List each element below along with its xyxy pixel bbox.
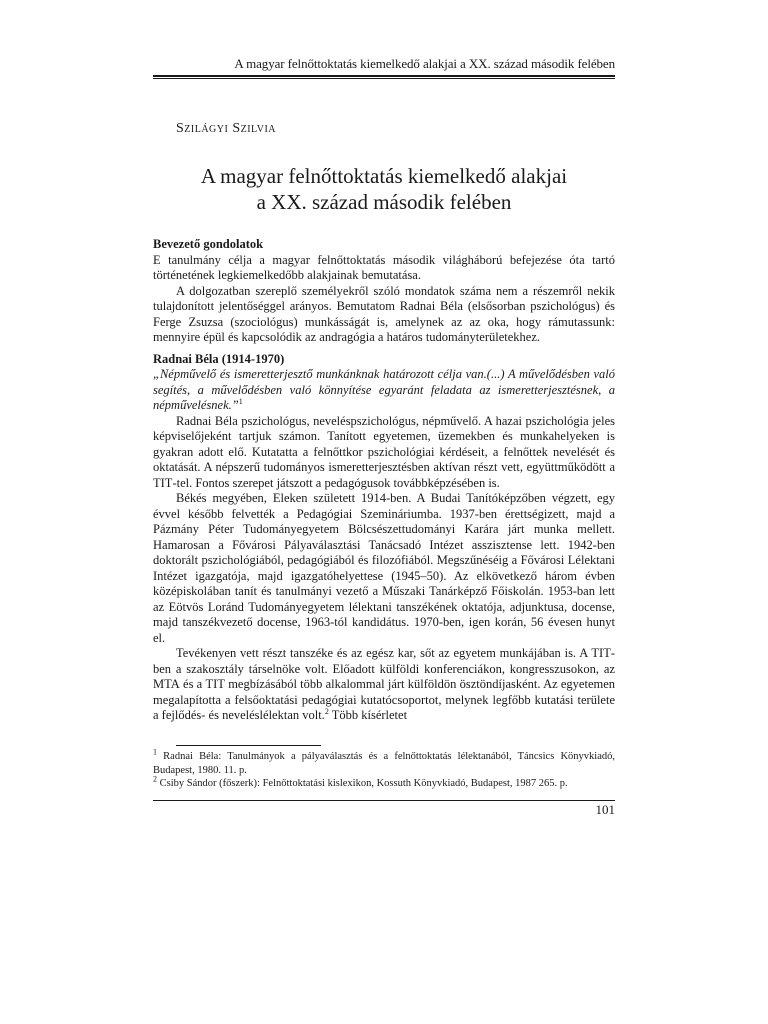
paragraph [153, 646, 615, 724]
article-body [153, 237, 615, 724]
running-header: A magyar felnőttoktatás kiemelkedő alakjai a XX. század második felében [234, 56, 615, 71]
paragraph [153, 414, 615, 492]
section-heading-intro: Bevezető gondolatok [153, 237, 264, 251]
header-rule-thin [153, 78, 615, 79]
article-title-line-2: a XX. század második felében [256, 190, 512, 214]
article-title [153, 163, 615, 215]
text-run: megbízásából több alkalommal járt külföldön ösztöndíjasként. Az egyetemen megalapította a felsőoktatási pedagógiai kutatócsoportot, melynek legfőbb kutatási területe a fejlődés- és neveléslélektan volt. [153, 677, 616, 722]
section-heading-radnai: Radnai Béla (1914-1970) [153, 351, 285, 366]
footnote-separator [176, 745, 321, 746]
epigraph-quote [153, 367, 615, 414]
footnote-text: Radnai Béla: Tanulmányok a pályaválasztás és a felnőttoktatás lélektanából, Táncsics Könyvkiadó, Budapest, 1980. 11. p. [153, 751, 616, 776]
footnote-number: 1 [153, 747, 157, 757]
page-number: 101 [595, 802, 615, 817]
text-run: -ben a szakosztály társelnöke volt. Előadott külföldi konferenciákon, kongresszusokon, az [153, 646, 616, 676]
article-title-line-1: A magyar felnőttoktatás kiemelkedő alakjai [200, 164, 568, 188]
paragraph: Békés megyében, Eleken született 1914-ben. A Budai Tanítóképzőben végzett, egy évvel később felvették a Pedagógiai Szemináriumba. 1937-ben érettségizett, majd a Pázmány Péter Tudományegyetem Bölcsészettudományi Karára járt munka mellett. Hamarosan a Fővárosi Pályaválasztási Tanácsadó Intézet asszisztense lett. 1942-ben doktorált pszichológiából, pedagógiából és filozófiából. Megszűnéséig a Fővárosi Lélektani Intézet igazgatója, majd igazgatóhelyettese (1945–50). Az elkövetkező három évben középiskolában tanít és tanulmányi vezető a Műszaki Tanárképző Főiskolán. 1953-ban lett az Eötvös Loránd Tudományegyetem lélektani tanszékének oktatója, adjunktusa, docense, majd tanszékvezető docense, 1963-tól kandidátus. 1970-ben, igen korán, 56 évesen hunyt el. [153, 491, 615, 645]
footnote [153, 774, 615, 791]
text-run: -tel. Fontos szerepet játszott a pedagógusok továbbképzésében is. [172, 475, 500, 490]
abbreviation: MTA [153, 677, 180, 691]
footnotes [153, 747, 616, 791]
author-name: Szilágyi Szilvia [176, 121, 277, 136]
paragraph: A dolgozatban szereplő személyekről szóló mondatok száma nem a részemről nekik tulajdonított jelentőséggel arányos. Bemutatom Radnai Béla (elsősorban pszichológus) és Ferge Zsuzsa (szociológus) munkásságát is, amelynek az az oka, hogy rámutassunk: mennyire épül és kapcsolódik az andragógia a határos tudományterületekhez. [153, 283, 615, 344]
footnote-number: 2 [153, 774, 157, 784]
footnote-ref[interactable]: 2 [324, 706, 329, 716]
footnote [153, 747, 616, 777]
text-run: és a [183, 677, 203, 691]
text-run: Tevékenyen vett részt tanszéke és az egész kar, sőt az egyetem munkájában is. A [176, 646, 588, 660]
abbreviation: TIT [153, 475, 173, 490]
quote-text: „Népművelő és ismeretterjesztő munkánknak határozott célja van.(...) A művelődésben való segítés, a művelődésben való könnyítése egyaránt feladata az ismeretterjesztésnek, a népművelésnek.” [153, 367, 615, 412]
abbreviation: TIT [591, 646, 611, 660]
text-run: Több kísérletet [331, 708, 408, 722]
text-run: Radnai Béla pszichológus, neveléspszichológus, népművelő. A hazai pszichológia jeles képviselőjeként tartjuk számon. Tanított egyetemen, üzemekben és munkahelyeken is gyakran adott elő. Kutatatta a felnőttkor pszichológiai kérdéseit, a felnőttek nevelését és oktatását. A népszerű tudományos ismeretterjesztésben aktívan részt vett, együttműködött a [153, 413, 615, 474]
footnote-text: Csiby Sándor (főszerk): Felnőttoktatási kislexikon, Kossuth Könyvkiadó, Budapest, 1987 265. p. [159, 778, 568, 789]
abbreviation: TIT [205, 677, 225, 691]
paragraph: E tanulmány célja a magyar felnőttoktatás második világháború befejezése óta tartó történetének legkiemelkedőbb alakjainak bemutatása. [153, 252, 615, 282]
footer-rule [153, 800, 615, 801]
header-rule [153, 75, 615, 77]
footnote-ref[interactable]: 1 [238, 396, 243, 406]
